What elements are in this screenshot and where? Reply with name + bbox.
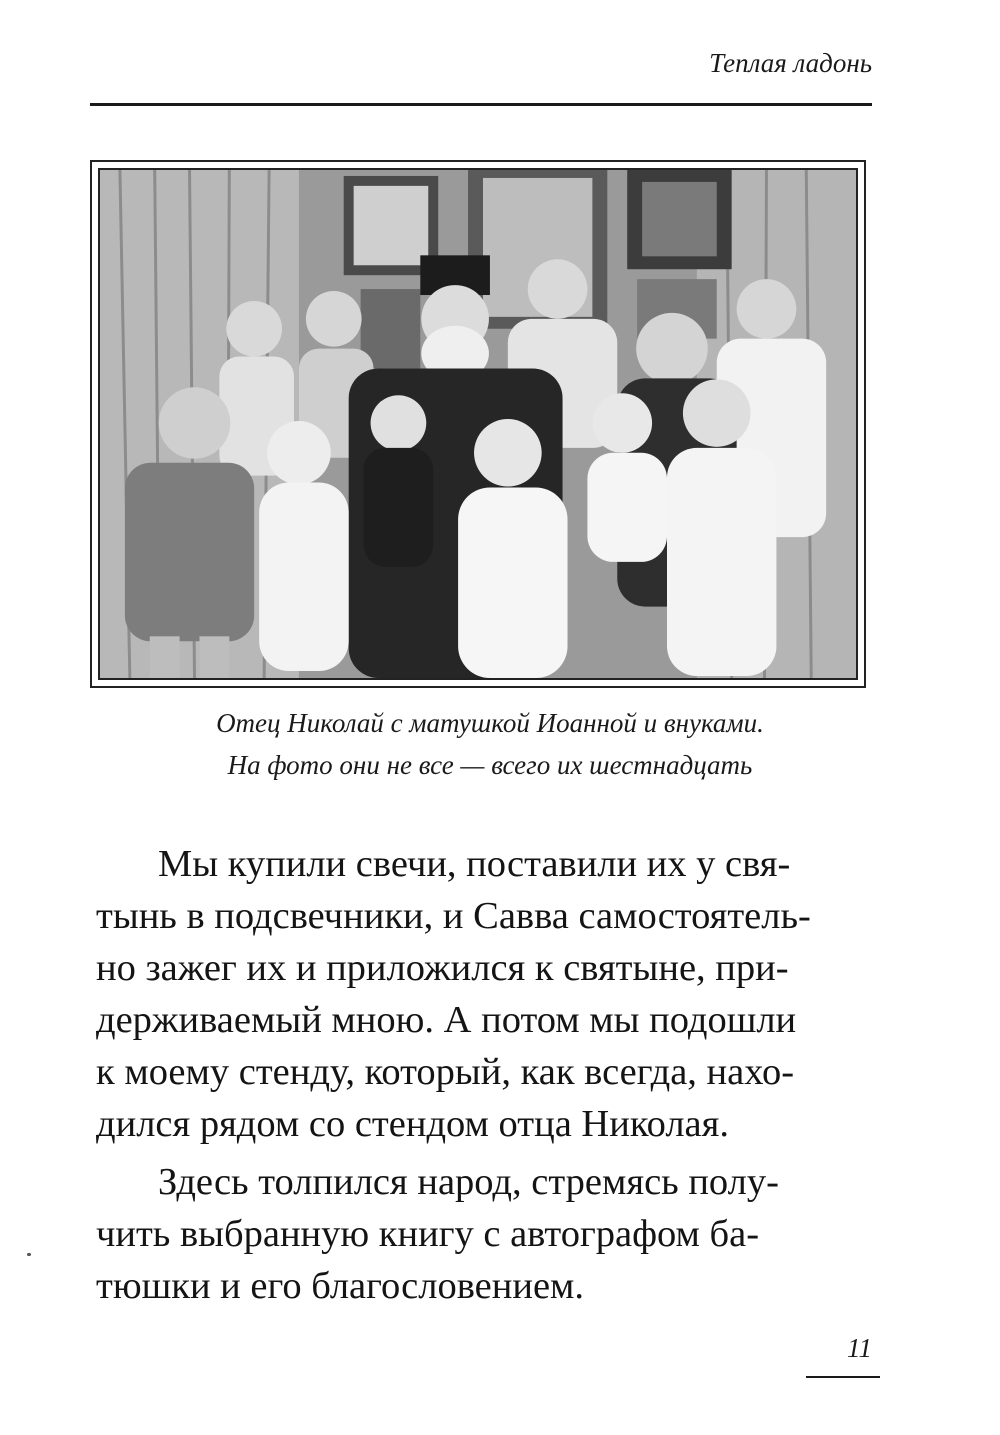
footer-rule (806, 1376, 880, 1378)
body-line: к моему стенду, который, как всегда, нахо- (96, 1051, 795, 1093)
body-line: держиваемый мною. А потом мы подошли (96, 999, 797, 1041)
family-photo (98, 168, 858, 680)
caption-line: Отец Николай с матушкой Иоанной и внуками. (216, 708, 764, 738)
photo-caption (90, 702, 890, 786)
body-line: тюшки и его благословением. (96, 1265, 585, 1307)
body-line: дился рядом со стендом отца Николая. (96, 1103, 729, 1145)
header-rule (90, 103, 872, 106)
body-line: чить выбранную книгу с автографом ба- (96, 1213, 760, 1255)
body-line: но зажег их и приложился к святыне, при- (96, 947, 789, 989)
page-number: 11 (847, 1333, 872, 1363)
body-line: Здесь толпился народ, стремясь полу- (158, 1161, 779, 1203)
caption-line: На фото они не все — всего их шестнадцать (227, 750, 753, 780)
body-text (96, 838, 886, 1312)
body-line: тынь в подсвечники, и Савва самостоятель- (96, 895, 811, 937)
body-line: Мы купили свечи, поставили их у свя- (158, 843, 791, 885)
running-header-title: Теплая ладонь (709, 48, 872, 78)
family-photo-image (100, 170, 856, 678)
scan-speck (27, 1253, 31, 1256)
photo-frame (90, 160, 866, 688)
